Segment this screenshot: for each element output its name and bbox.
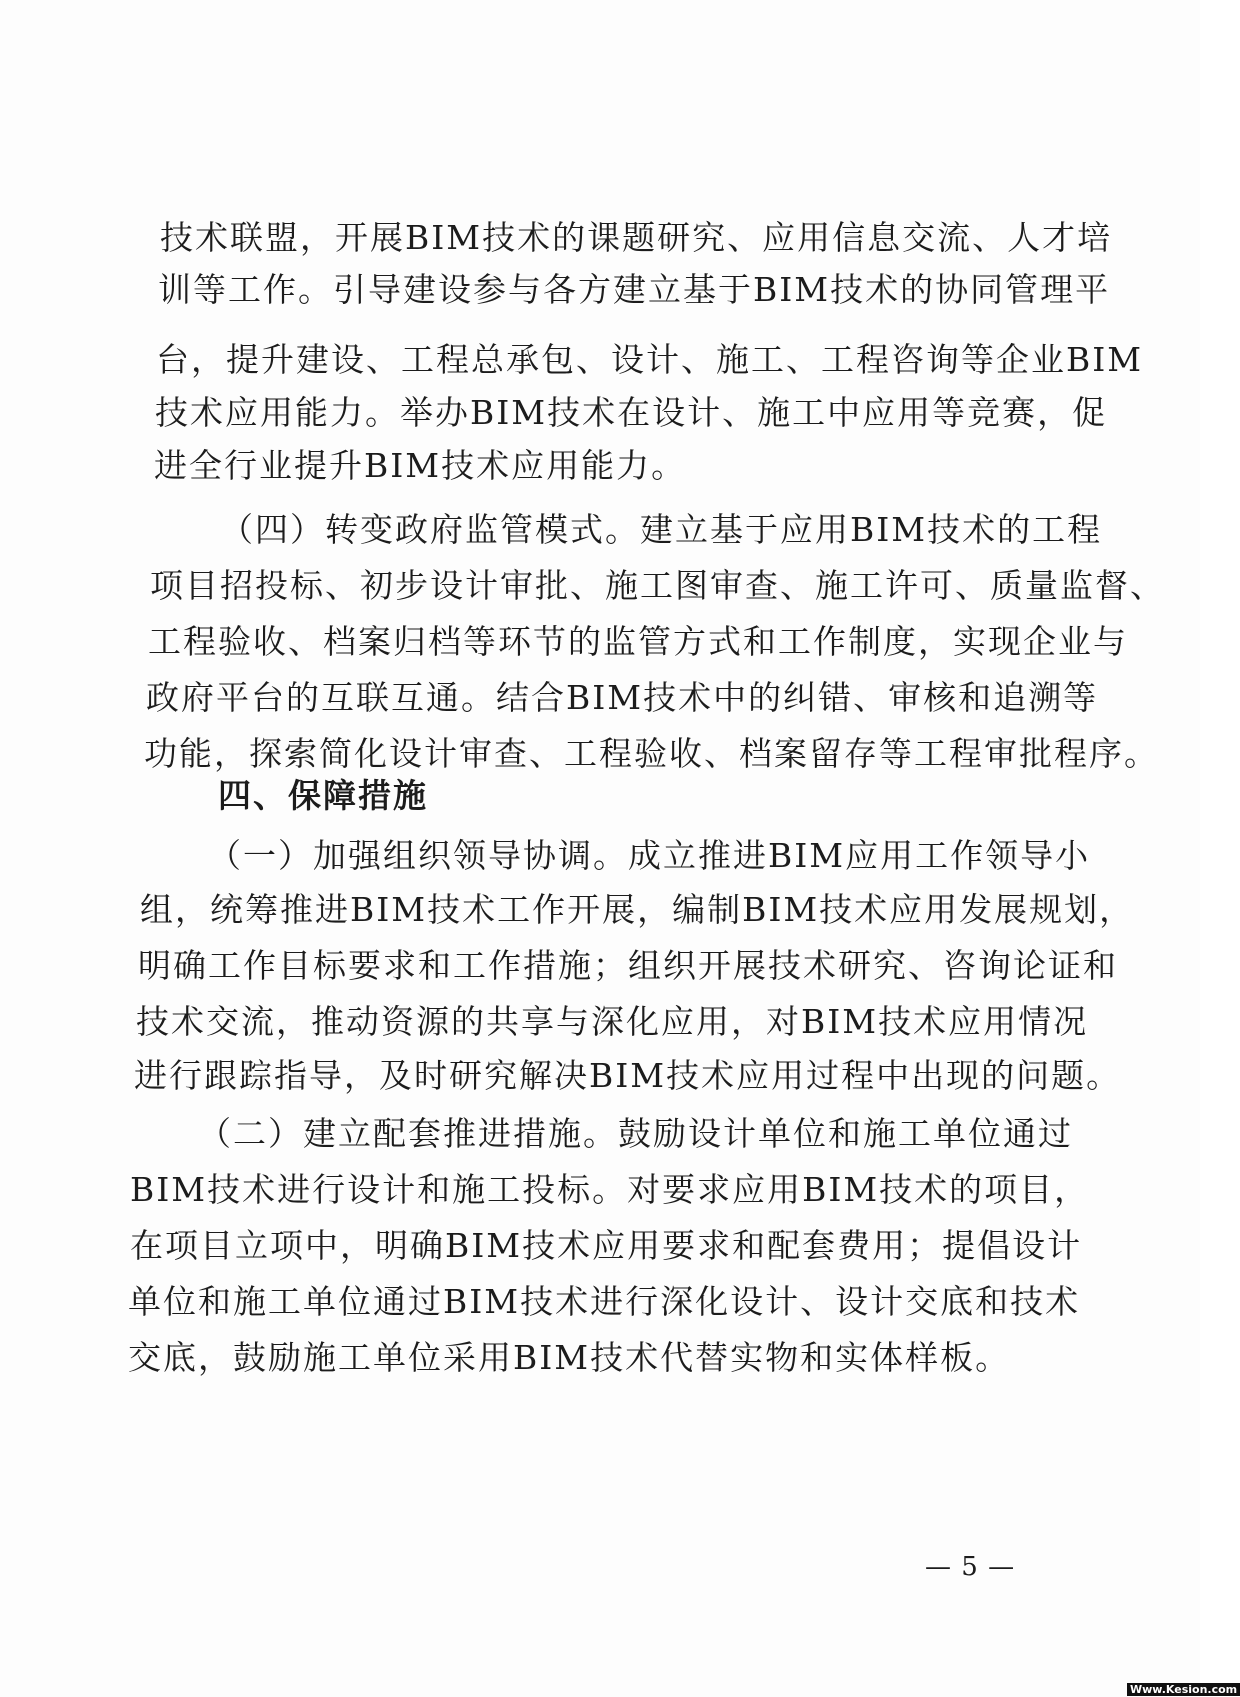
text-line: 技术交流，推动资源的共享与深化应用，对BIM技术应用情况 [136, 1002, 1089, 1041]
text-line: （四）转变政府监管模式。建立基于应用BIM技术的工程 [220, 510, 1103, 549]
text-line: 组，统筹推进BIM技术工作开展，编制BIM技术应用发展规划， [140, 890, 1135, 929]
text-line: BIM技术进行设计和施工投标。对要求应用BIM技术的项目， [130, 1170, 1090, 1209]
text-line: （二）建立配套推进措施。鼓励设计单位和施工单位通过 [198, 1114, 1073, 1153]
text-line: 项目招投标、初步设计审批、施工图审查、施工许可、质量监督、 [150, 566, 1165, 605]
text-line: 单位和施工单位通过BIM技术进行深化设计、设计交底和技术 [128, 1282, 1081, 1321]
text-line: 技术联盟，开展BIM技术的课题研究、应用信息交流、人才培 [160, 218, 1113, 257]
text-line: 训等工作。引导建设参与各方建立基于BIM技术的协同管理平 [158, 270, 1111, 309]
text-line: 进行跟踪指导，及时研究解决BIM技术应用过程中出现的问题。 [134, 1056, 1122, 1095]
text-line: 政府平台的互联互通。结合BIM技术中的纠错、审核和追溯等 [146, 678, 1099, 717]
site-watermark: Www.Kesion.com [1127, 1683, 1240, 1696]
page-number: — 5 — [925, 1552, 1016, 1582]
text-line: 技术应用能力。举办BIM技术在设计、施工中应用等竞赛，促 [155, 393, 1108, 432]
text-line: 台，提升建设、工程总承包、设计、施工、工程咨询等企业BIM [156, 340, 1144, 379]
text-line: 工程验收、档案归档等环节的监管方式和工作制度，实现企业与 [148, 622, 1128, 661]
text-line: （一）加强组织领导协调。成立推进BIM应用工作领导小 [208, 836, 1091, 875]
section-heading: 四、保障措施 [218, 776, 428, 815]
text-line: 明确工作目标要求和工作措施；组织开展技术研究、咨询论证和 [138, 946, 1118, 985]
text-line: 交底，鼓励施工单位采用BIM技术代替实物和实体样板。 [128, 1338, 1011, 1377]
text-line: 进全行业提升BIM技术应用能力。 [154, 446, 687, 485]
text-line: 功能，探索简化设计审查、工程验收、档案留存等工程审批程序。 [144, 734, 1159, 773]
text-line: 在项目立项中，明确BIM技术应用要求和配套费用；提倡设计 [130, 1226, 1083, 1265]
